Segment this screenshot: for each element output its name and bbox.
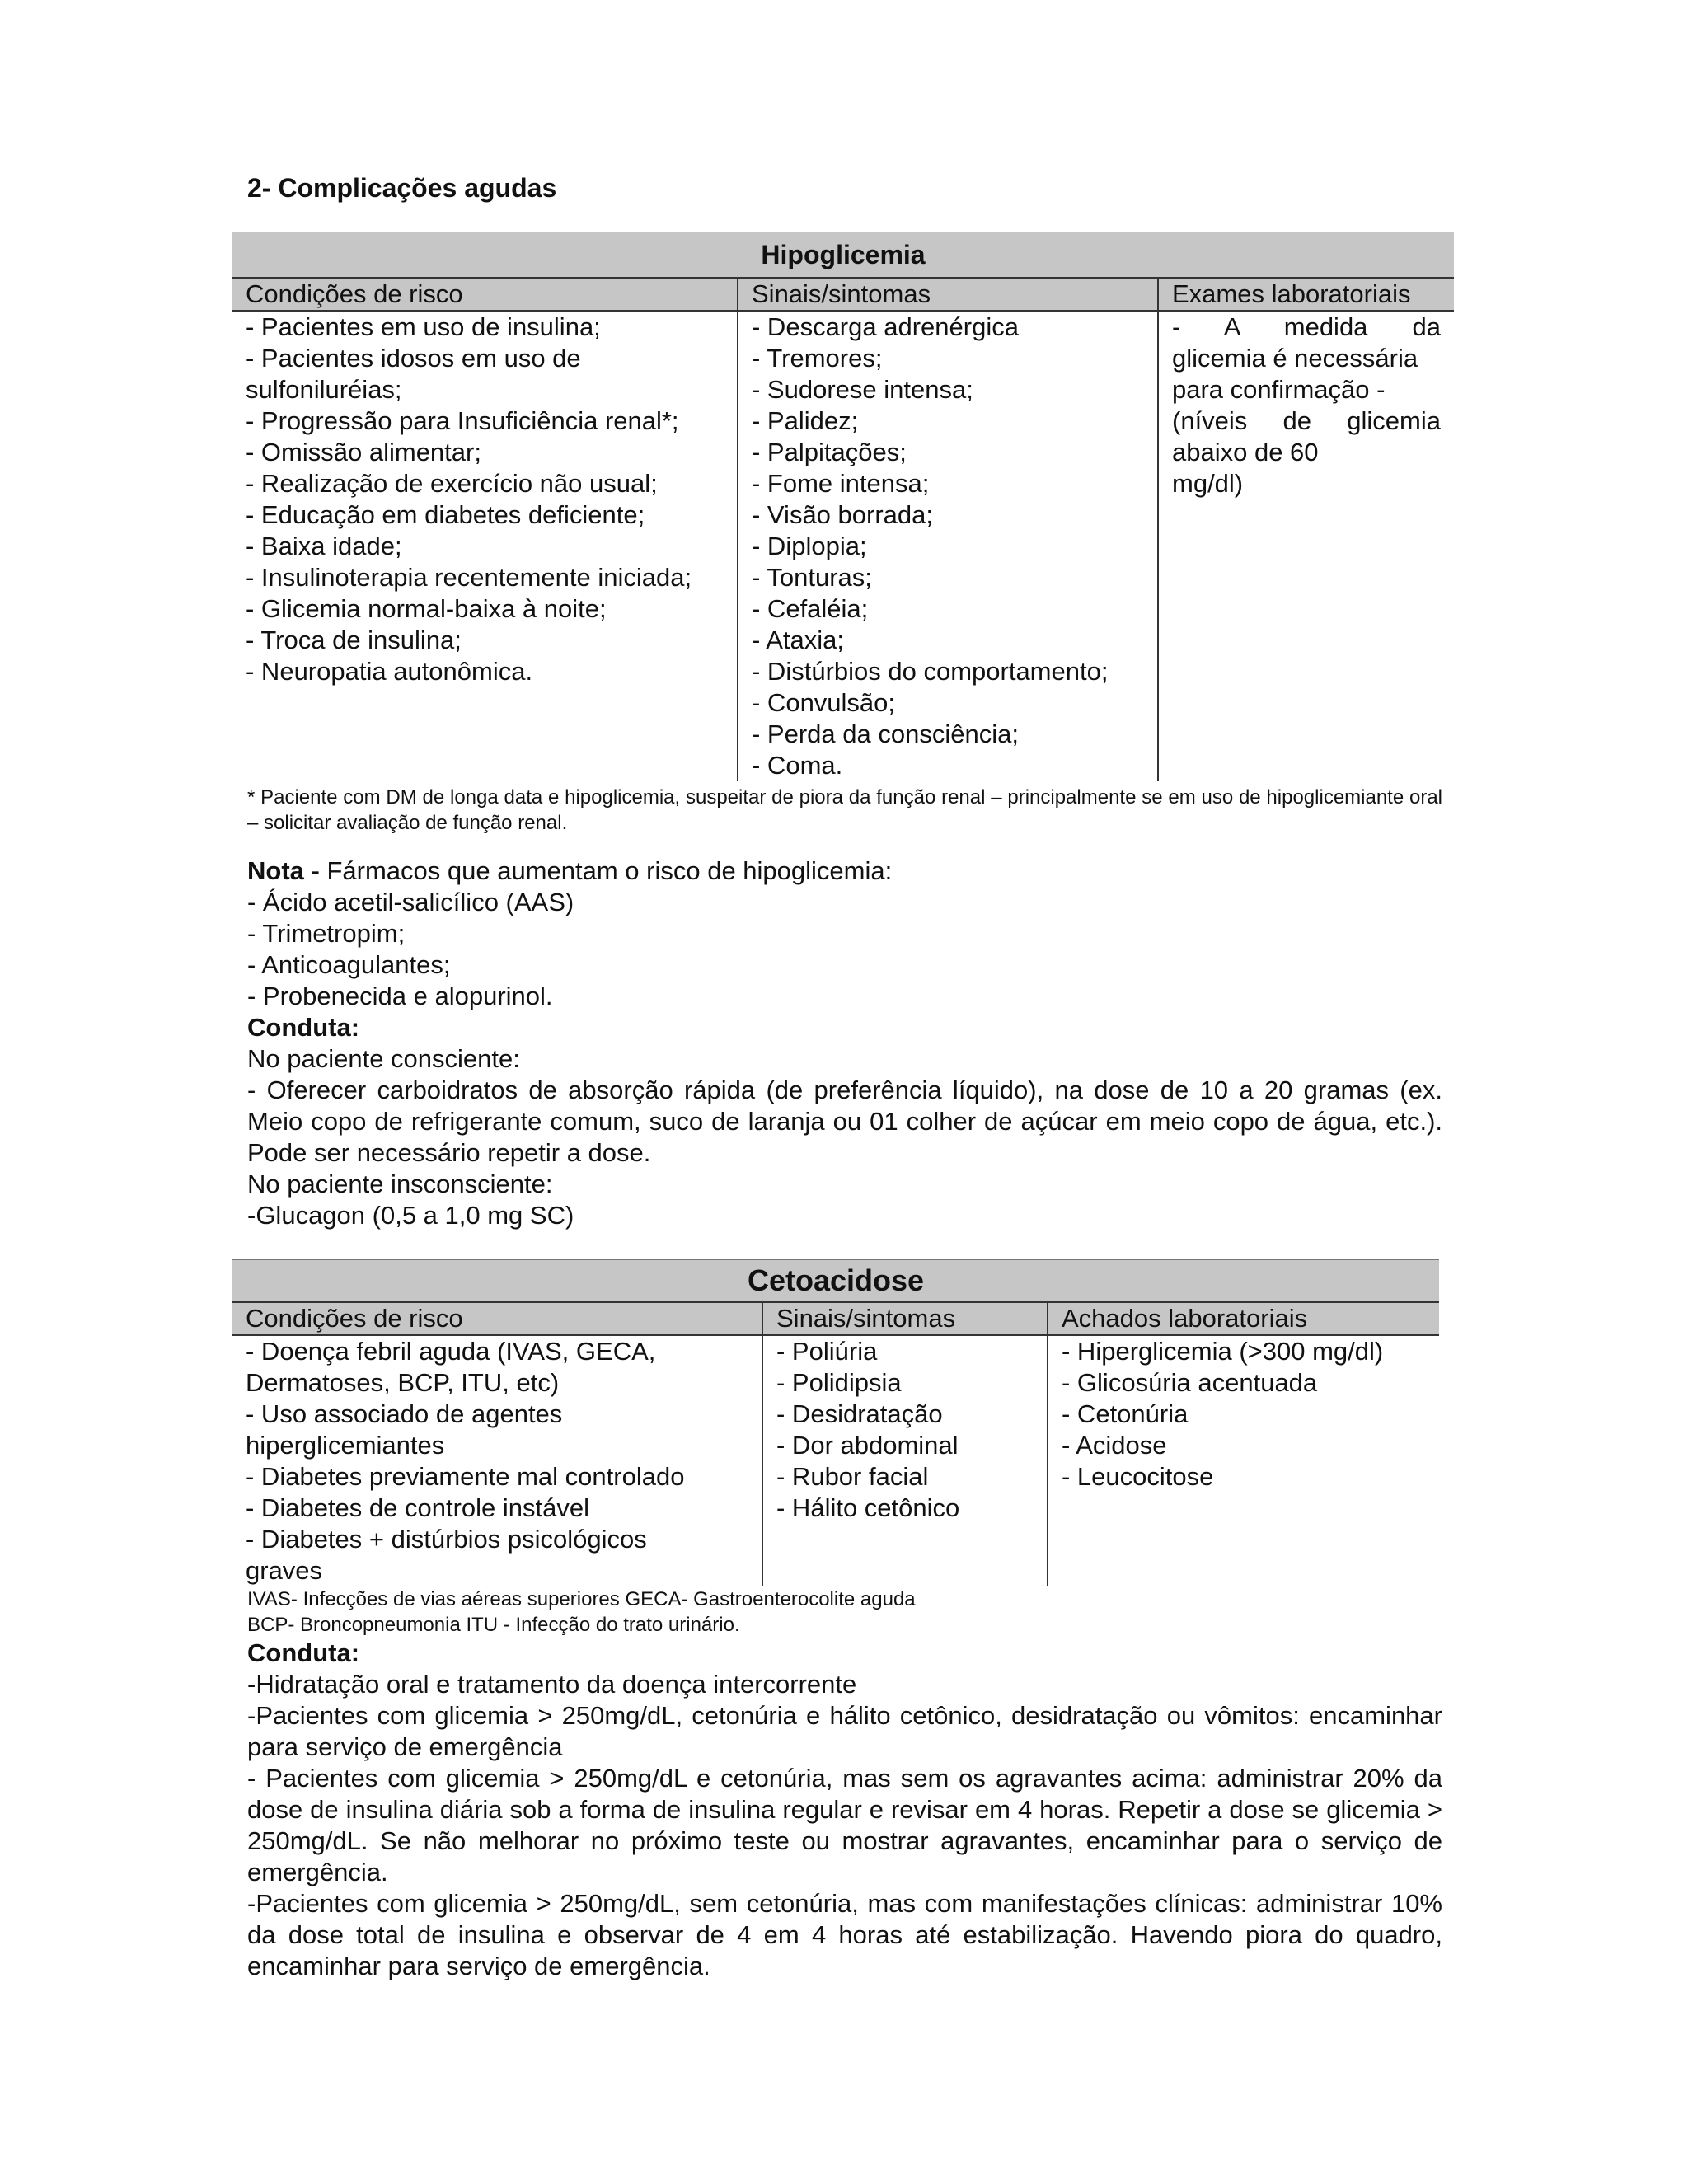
list-item: - A medida da <box>1172 312 1441 341</box>
hipoglicemia-risk-cell <box>232 311 738 781</box>
list-item: (níveis de glicemia <box>1172 406 1441 435</box>
hipoglicemia-signs-cell <box>738 311 1158 781</box>
conduta-paragraph: - Pacientes com glicemia > 250mg/dL e cetonúria, mas sem os agravantes acima: administrar 20% da dose de insulina diária sob a forma de insulina regular e revisar em 4 horas. Repetir a dose se glicemia > 250mg/dL. Se não melhorar no próximo teste ou mostrar agravantes, encaminhar para o serviço de emergência. <box>247 1764 1442 1886</box>
list-item: - Tremores; <box>752 344 883 373</box>
list-item: - Insulinoterapia recentemente iniciada; <box>246 563 692 592</box>
list-item: - Palpitações; <box>752 438 907 466</box>
col-header-risk: Condições de risco <box>232 278 738 311</box>
list-item: - Doença febril aguda (IVAS, GECA, <box>246 1337 656 1366</box>
list-item: - Hiperglicemia (>300 mg/dl) <box>1062 1337 1384 1366</box>
list-item: - Glicosúria acentuada <box>1062 1368 1318 1397</box>
list-item: - Hálito cetônico <box>776 1493 960 1522</box>
list-item: - Progressão para Insuficiência renal*; <box>246 406 679 435</box>
list-item: - Pacientes em uso de insulina; <box>246 312 601 341</box>
cetoacidose-header-row <box>232 1302 1439 1335</box>
list-item: - Realização de exercício não usual; <box>246 469 658 498</box>
list-item: - Probenecida e alopurinol. <box>247 982 553 1010</box>
list-item: - Dor abdominal <box>776 1431 959 1460</box>
list-item: - Polidipsia <box>776 1368 902 1397</box>
list-item: - Uso associado de agentes <box>246 1399 563 1428</box>
list-item: - Leucocitose <box>1062 1462 1214 1491</box>
conduta-heading: Conduta: <box>247 1013 360 1042</box>
list-item: - Trimetropim; <box>247 919 406 948</box>
hipoglicemia-header-row <box>232 278 1454 311</box>
cetoacidose-labs-cell <box>1048 1335 1439 1586</box>
cetoacidose-body-row <box>232 1335 1439 1586</box>
cetoacidose-risk-cell <box>232 1335 762 1586</box>
unconscious-text: -Glucagon (0,5 a 1,0 mg SC) <box>247 1201 574 1230</box>
conscious-heading: No paciente consciente: <box>247 1044 520 1073</box>
list-item: Dermatoses, BCP, ITU, etc) <box>246 1368 560 1397</box>
list-item: abaixo de 60 <box>1172 438 1319 466</box>
conduta-paragraph: -Pacientes com glicemia > 250mg/dL, cetonúria e hálito cetônico, desidratação ou vômitos: encaminhar para serviço de emergência <box>247 1701 1442 1761</box>
list-item: - Neuropatia autonômica. <box>246 657 533 686</box>
list-item: - Coma. <box>752 751 843 780</box>
conduta-paragraph: -Pacientes com glicemia > 250mg/dL, sem cetonúria, mas com manifestações clínicas: administrar 10% da dose total de insulina e observar de 4 em 4 horas até estabilização. Havendo piora do quadro, encaminhar para serviço de emergência. <box>247 1889 1442 1980</box>
list-item: - Descarga adrenérgica <box>752 312 1019 341</box>
list-item: - Tonturas; <box>752 563 872 592</box>
col-header-signs: Sinais/sintomas <box>738 278 1158 311</box>
cetoacidose-title: Cetoacidose <box>232 1260 1439 1303</box>
list-item: hiperglicemiantes <box>246 1431 445 1460</box>
section-title: 2- Complicações agudas <box>247 173 557 203</box>
list-item: - Omissão alimentar; <box>246 438 481 466</box>
nota-line <box>247 855 1442 887</box>
cetoacidose-footnote-1: IVAS- Infecções de vias aéreas superiores GECA- Gastroenterocolite aguda <box>247 1588 916 1610</box>
list-item: - Palidez; <box>752 406 859 435</box>
nota-text: Fármacos que aumentam o risco de hipoglicemia: <box>326 856 893 885</box>
list-item: - Baixa idade; <box>246 532 402 560</box>
list-item: glicemia é necessária <box>1172 344 1418 373</box>
list-item: - Pacientes idosos em uso de <box>246 344 581 373</box>
hipoglicemia-table <box>232 232 1454 781</box>
list-item: - Poliúria <box>776 1337 878 1366</box>
cetoacidose-footnote-2: BCP- Broncopneumonia ITU - Infecção do trato urinário. <box>247 1614 740 1636</box>
list-item: - Anticoagulantes; <box>247 950 451 979</box>
list-item: graves <box>246 1556 323 1585</box>
list-item: - Convulsão; <box>752 688 896 717</box>
list-item: - Perda da consciência; <box>752 719 1019 748</box>
list-item: - Desidratação <box>776 1399 943 1428</box>
conduta-heading: Conduta: <box>247 1638 360 1667</box>
list-item: para confirmação - <box>1172 375 1386 404</box>
col-header-labs: Achados laboratoriais <box>1048 1302 1439 1335</box>
list-item: - Ataxia; <box>752 626 844 654</box>
list-item: - Diabetes previamente mal controlado <box>246 1462 685 1491</box>
list-item: - Cetonúria <box>1062 1399 1189 1428</box>
col-header-signs: Sinais/sintomas <box>762 1302 1048 1335</box>
list-item: - Cefaléia; <box>752 594 869 623</box>
list-item: - Educação em diabetes deficiente; <box>246 500 645 529</box>
list-item: - Fome intensa; <box>752 469 930 498</box>
col-header-exams: Exames laboratoriais <box>1158 278 1454 311</box>
hipoglicemia-footnote: * Paciente com DM de longa data e hipoglicemia, suspeitar de piora da função renal – principalmente se em uso de hipoglicemiante oral – solicitar avaliação de função renal. <box>247 786 1442 834</box>
list-item: - Troca de insulina; <box>246 626 462 654</box>
hipoglicemia-title: Hipoglicemia <box>232 232 1454 279</box>
col-header-risk: Condições de risco <box>232 1302 762 1335</box>
list-item: - Visão borrada; <box>752 500 933 529</box>
hipoglicemia-body-row <box>232 311 1454 781</box>
conduta-paragraph: -Hidratação oral e tratamento da doença intercorrente <box>247 1670 857 1699</box>
cetoacidose-table <box>232 1259 1439 1586</box>
document-page <box>247 173 1442 1982</box>
unconscious-heading: No paciente insconsciente: <box>247 1169 553 1198</box>
cetoacidose-signs-cell <box>762 1335 1048 1586</box>
list-item: sulfoniluréias; <box>246 375 402 404</box>
list-item: - Rubor facial <box>776 1462 929 1491</box>
list-item: - Ácido acetil-salicílico (AAS) <box>247 888 574 916</box>
list-item: - Sudorese intensa; <box>752 375 973 404</box>
hipoglicemia-exams-cell <box>1158 311 1454 781</box>
list-item: - Diabetes + distúrbios psicológicos <box>246 1525 647 1554</box>
conscious-text: - Oferecer carboidratos de absorção rápida (de preferência líquido), na dose de 10 a 20 gramas (ex. Meio copo de refrigerante comum, suco de laranja ou 01 colher de açúcar em meio copo de água, etc.). Pode ser necessário repetir a dose. <box>247 1076 1442 1167</box>
list-item: mg/dl) <box>1172 469 1244 498</box>
list-item: - Glicemia normal-baixa à noite; <box>246 594 607 623</box>
nota-label: Nota - <box>247 856 320 885</box>
list-item: - Diabetes de controle instável <box>246 1493 590 1522</box>
list-item: - Diplopia; <box>752 532 867 560</box>
list-item: - Distúrbios do comportamento; <box>752 657 1109 686</box>
list-item: - Acidose <box>1062 1431 1167 1460</box>
